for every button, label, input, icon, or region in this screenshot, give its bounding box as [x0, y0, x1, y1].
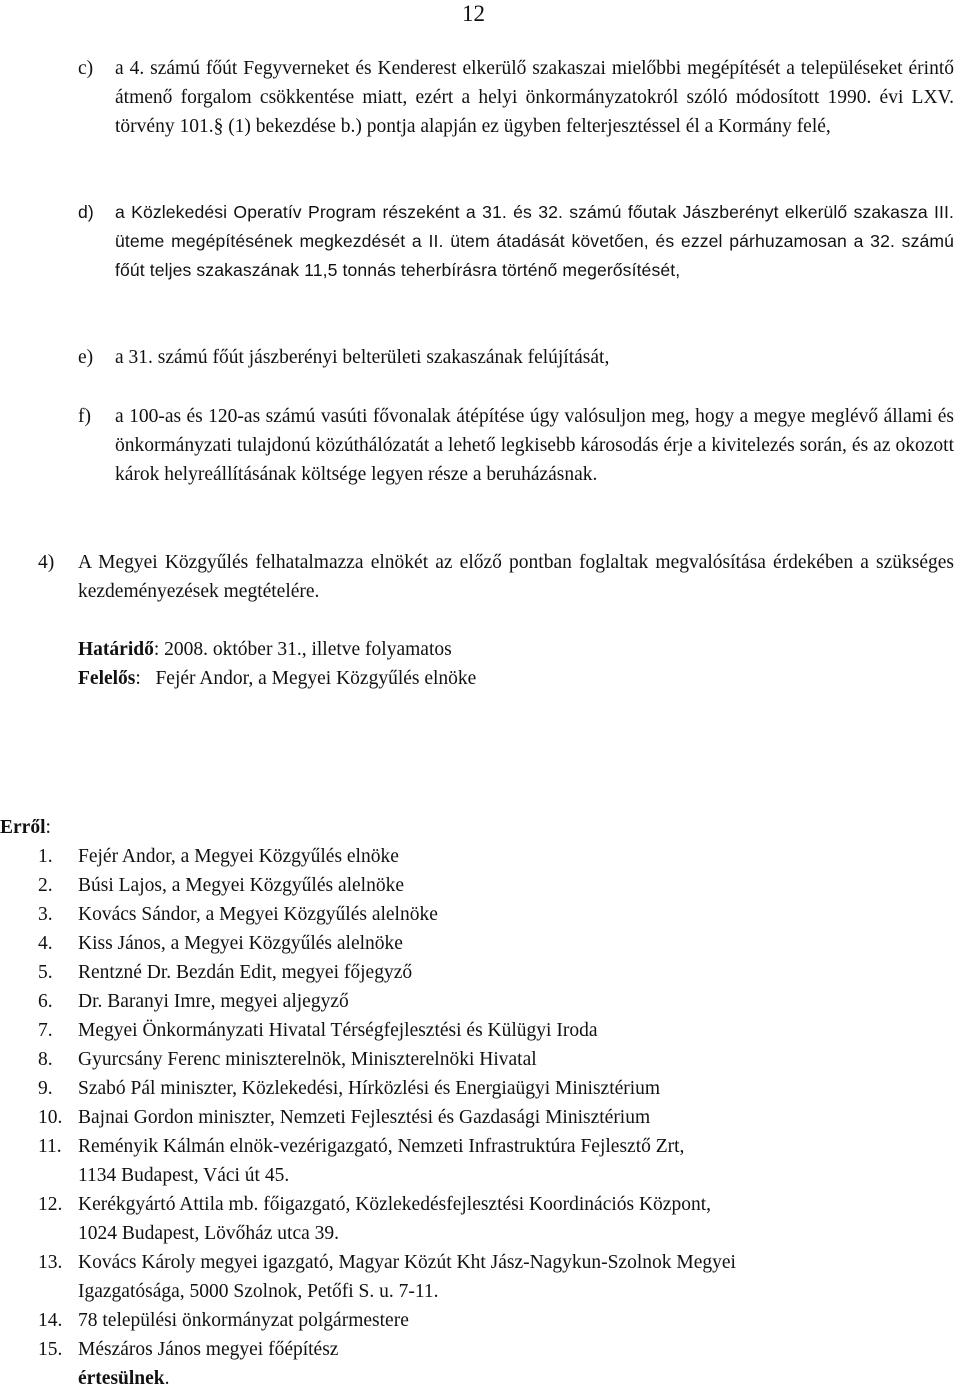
paragraph-f	[78, 402, 954, 489]
recipient-text: Igazgatósága, 5000 Szolnok, Petőfi S. u. 7-11.	[78, 1281, 439, 1302]
recipient-item	[38, 1306, 954, 1335]
recipient-number: 11.	[38, 1136, 62, 1157]
recipient-list	[38, 842, 954, 1364]
recipient-text: Megyei Önkormányzati Hivatal Térségfejlesztési és Külügyi Iroda	[78, 1020, 598, 1041]
recipient-number: 9.	[38, 1078, 53, 1099]
recipient-item	[38, 1045, 954, 1074]
recipient-item	[38, 929, 954, 958]
closing-dot: .	[164, 1368, 170, 1389]
recipient-number: 13.	[38, 1252, 63, 1273]
recipient-item	[38, 1016, 954, 1045]
item-marker: c)	[78, 58, 94, 79]
recipient-text: Bajnai Gordon miniszter, Nemzeti Fejlesztési és Gazdasági Minisztérium	[78, 1107, 651, 1128]
distribution-colon: :	[45, 817, 51, 838]
recipient-number: 12.	[38, 1194, 63, 1215]
distribution-heading	[0, 813, 51, 842]
deadline-value: : 2008. október 31., illetve folyamatos	[153, 639, 452, 660]
responsible-line	[78, 664, 476, 693]
recipient-text: Rentzné Dr. Bezdán Edit, megyei főjegyző	[78, 962, 413, 983]
paragraph-d	[78, 198, 954, 285]
recipient-text: Szabó Pál miniszter, Közlekedési, Hírközlési és Energiaügyi Minisztérium	[78, 1078, 661, 1099]
recipient-text: Dr. Baranyi Imre, megyei aljegyző	[78, 991, 349, 1012]
paragraph-e	[78, 343, 954, 372]
recipient-item	[38, 1190, 954, 1248]
paragraph-text: a 100-as és 120-as számú vasúti fővonalak átépítése úgy valósuljon meg, hogy a megye meglévő állami és önkormányzati tulajdonú közúthálózatát a lehető legkisebb károsodás érje a kivitelezés során, és az okozott károk helyreállításának költsége legyen része a beruházásnak.	[115, 406, 954, 485]
recipient-item	[38, 1335, 954, 1364]
distribution-label: Erről	[0, 817, 46, 838]
recipient-number: 7.	[38, 1020, 53, 1041]
recipient-text: Kiss János, a Megyei Közgyűlés alelnöke	[78, 933, 403, 954]
recipient-number: 8.	[38, 1049, 53, 1070]
paragraph-text: a 31. számú főút jászberényi belterületi szakaszának felújítását,	[115, 347, 610, 368]
recipient-item	[38, 900, 954, 929]
item-marker: e)	[78, 347, 94, 368]
recipient-number: 10.	[38, 1107, 63, 1128]
responsible-label: Felelős	[78, 668, 136, 689]
paragraph-c	[78, 54, 954, 141]
recipient-text: Fejér Andor, a Megyei Közgyűlés elnöke	[78, 846, 399, 867]
recipient-text: 1134 Budapest, Váci út 45.	[78, 1165, 290, 1186]
recipient-number: 4.	[38, 933, 53, 954]
paragraph-text: a 4. számú főút Fegyverneket és Kenderest elkerülő szakaszai mielőbbi megépítését a településeket érintő átmenő forgalom csökkentése miatt, ezért a helyi önkormányzatokról szóló módosított 1990. évi LXV. törvény 101.§ (1) bekezdése b.) pontja alapján ez ügyben felterjesztéssel él a Kormány felé,	[115, 58, 954, 137]
recipient-number: 6.	[38, 991, 53, 1012]
recipient-text: Kovács Károly megyei igazgató, Magyar Közút Kht Jász-Nagykun-Szolnok Megyei	[78, 1252, 736, 1273]
recipient-number: 2.	[38, 875, 53, 896]
paragraph-4	[38, 548, 954, 606]
recipient-text: Gyurcsány Ferenc miniszterelnök, Miniszterelnöki Hivatal	[78, 1049, 537, 1070]
recipient-text: Kovács Sándor, a Megyei Közgyűlés alelnöke	[78, 904, 438, 925]
recipient-number: 3.	[38, 904, 53, 925]
recipient-number: 14.	[38, 1310, 63, 1331]
deadline-line	[78, 635, 452, 664]
recipient-item	[38, 1074, 954, 1103]
deadline-label: Határidő	[78, 639, 154, 660]
item-marker: 4)	[38, 552, 55, 573]
recipient-item	[38, 987, 954, 1016]
item-marker: f)	[78, 406, 91, 427]
recipient-text: 1024 Budapest, Lövőház utca 39.	[78, 1223, 340, 1244]
paragraph-text: A Megyei Közgyűlés felhatalmazza elnökét az előző pontban foglaltak megvalósítása érdekében a szükséges kezdeményezések megtételére.	[78, 552, 954, 602]
recipient-text: Búsi Lajos, a Megyei Közgyűlés alelnöke	[78, 875, 405, 896]
item-marker: d)	[78, 202, 94, 222]
paragraph-text: a Közlekedési Operatív Program részeként a 31. és 32. számú főutak Jászberényt elkerülő szakasza III. üteme megépítésének megkezdését a II. ütem átadását követően, és ezzel párhuzamosan a 32. számú főút teljes szakaszának 11,5 tonnás teherbírásra történő megerősítését,	[115, 202, 954, 280]
recipient-item	[38, 871, 954, 900]
recipient-item	[38, 958, 954, 987]
page-number: 12	[462, 1, 485, 26]
recipient-item	[38, 1248, 954, 1306]
recipient-number: 5.	[38, 962, 53, 983]
recipient-text: Reményik Kálmán elnök-vezérigazgató, Nemzeti Infrastruktúra Fejlesztő Zrt,	[78, 1136, 685, 1157]
recipient-text: Kerékgyártó Attila mb. főigazgató, Közlekedésfejlesztési Koordinációs Központ,	[78, 1194, 712, 1215]
recipient-number: 1.	[38, 846, 53, 867]
recipient-text: 78 települési önkormányzat polgármestere	[78, 1310, 409, 1331]
recipient-item	[38, 842, 954, 871]
recipient-number: 15.	[38, 1339, 63, 1360]
closing-text: értesülnek	[78, 1368, 165, 1389]
responsible-value: : Fejér Andor, a Megyei Közgyűlés elnöke	[135, 668, 477, 689]
recipient-item	[38, 1103, 954, 1132]
recipient-item	[38, 1132, 954, 1190]
recipient-text: Mészáros János megyei főépítész	[78, 1339, 339, 1360]
